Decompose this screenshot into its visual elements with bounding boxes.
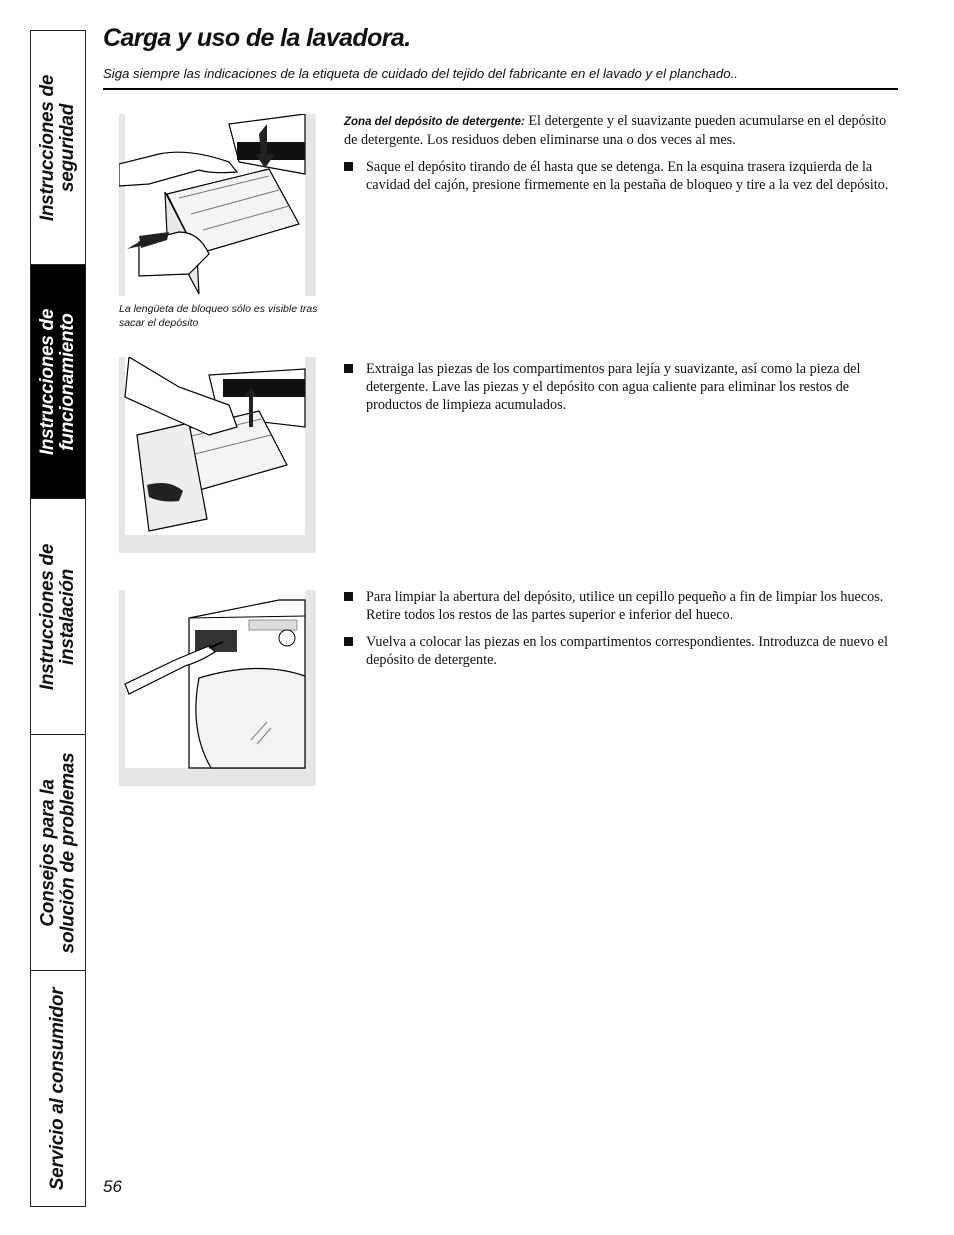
bullet-text: Extraiga las piezas de los compartimentos para lejía y suavizante, así como la pieza del detergente. Lave las piezas y el depósito con agua caliente para eliminar los restos de productos de limpieza acumulados. [366, 361, 861, 413]
tab-servicio-consumidor[interactable] [31, 971, 85, 1206]
tab-label-line2: funcionamiento [57, 312, 79, 451]
tab-label-line2: seguridad [57, 103, 79, 192]
tab-label-line1: Consejos para la [37, 778, 59, 927]
section-wash-parts [344, 360, 898, 423]
header-rule [103, 88, 898, 90]
section-lead: Zona del depósito de detergente: [344, 116, 525, 128]
section-intro-text: El detergente y el suavizante pueden acumularse en el depósito de detergente. Los residuos deben eliminarse una o dos veces al mes. [344, 113, 887, 148]
page-title: Carga y uso de la lavadora. [103, 24, 411, 52]
page-subtitle: Siga siempre las indicaciones de la etiqueta de cuidado del tejido del fabricante en el lavado y el planchado.. [103, 66, 738, 81]
tab-funcionamiento[interactable] [31, 265, 85, 499]
bullet-item [344, 633, 898, 669]
figure-caption: La lengüeta de bloqueo sólo es visible tras sacar el depósito [119, 303, 318, 329]
tab-label-line1: Instrucciones de [37, 543, 59, 690]
figure-clean-opening [119, 590, 316, 786]
tab-label-line1: Instrucciones de [37, 308, 59, 455]
bullet-square-icon [344, 364, 353, 373]
section-clean-opening [344, 588, 898, 678]
tab-label-line2: instalación [57, 568, 79, 665]
bullet-text: Para limpiar la abertura del depósito, utilice un cepillo pequeño a fin de limpiar los huecos. Retire todos los restos de las partes superior e inferior del hueco. [366, 589, 884, 623]
tab-label-line2: solución de problemas [57, 752, 79, 953]
bullet-square-icon [344, 592, 353, 601]
tab-seguridad[interactable] [31, 31, 85, 265]
bullet-text: Vuelva a colocar las piezas en los compartimentos correspondientes. Introduzca de nuevo el depósito de detergente. [366, 634, 888, 668]
section-intro [344, 112, 898, 149]
figure-remove-dispenser [119, 114, 316, 296]
bullet-item [344, 588, 898, 624]
tab-instalacion[interactable] [31, 499, 85, 735]
bullet-item [344, 360, 898, 414]
bullet-text: Saque el depósito tirando de él hasta que se detenga. En la esquina trasera izquierda de la cavidad del cajón, presione firmemente en la pestaña de bloqueo y tire a la vez del depósito. [366, 159, 889, 193]
section-dispenser-zone [344, 112, 898, 203]
tab-label-line1: Servicio al consumidor [47, 987, 68, 1190]
tab-solucion-problemas[interactable] [31, 735, 85, 971]
bullet-square-icon [344, 637, 353, 646]
dispenser-parts-illustration [119, 357, 316, 553]
dispenser-drawer-illustration [119, 114, 316, 296]
bullet-item [344, 158, 898, 194]
figure-remove-parts [119, 357, 316, 553]
page-number: 56 [103, 1177, 122, 1196]
bullet-square-icon [344, 162, 353, 171]
side-tab-strip [30, 30, 86, 1207]
washer-cleaning-illustration [119, 590, 316, 786]
tab-label-line1: Instrucciones de [37, 74, 59, 221]
